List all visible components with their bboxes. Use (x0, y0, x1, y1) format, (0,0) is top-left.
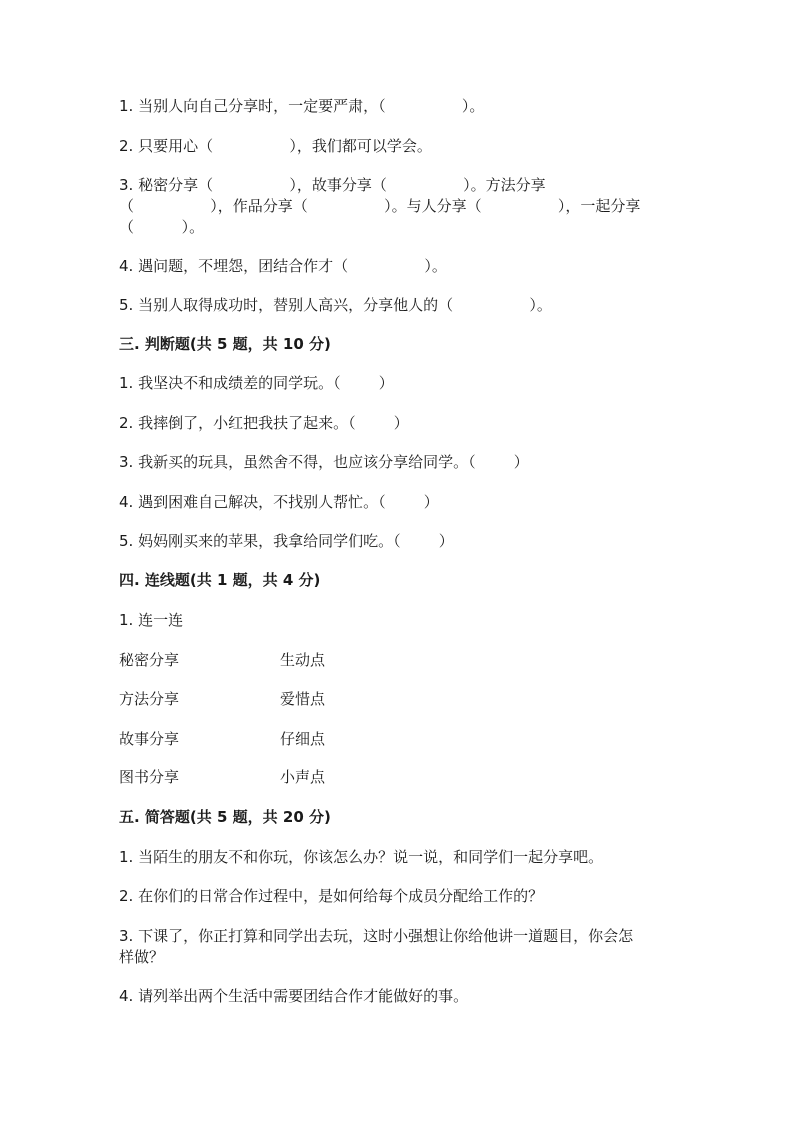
judge-question-3: 3. 我新买的玩具，虽然舍不得，也应该分享给同学。（ ） (119, 453, 529, 471)
matching-left-item: 秘密分享 (119, 651, 180, 669)
short-answer-section-heading: 五. 简答题(共 5 题，共 20 分) (119, 808, 331, 826)
matching-question-1: 1. 连一连 (119, 611, 184, 629)
short-answer-question-1: 1. 当陌生的朋友不和你玩，你该怎么办？说一说，和同学们一起分享吧。 (119, 848, 604, 866)
fill-blank-question-3-line-3: （ ）。 (119, 218, 205, 236)
fill-blank-question-2: 2. 只要用心（ ），我们都可以学会。 (119, 137, 432, 155)
fill-blank-question-1: 1. 当别人向自己分享时，一定要严肃，（ ）。 (119, 97, 485, 115)
judge-section-heading: 三. 判断题(共 5 题，共 10 分) (119, 335, 331, 353)
fill-blank-question-3-line-2: （ ），作品分享（ ）。与人分享（ ），一起分享 (119, 197, 641, 215)
matching-left-item: 图书分享 (119, 768, 180, 786)
fill-blank-question-4: 4. 遇问题，不埋怨，团结合作才（ ）。 (119, 257, 447, 275)
judge-question-1: 1. 我坚决不和成绩差的同学玩。（ ） (119, 374, 394, 392)
matching-left-item: 故事分享 (119, 730, 180, 748)
judge-question-2: 2. 我摔倒了，小红把我扶了起来。（ ） (119, 414, 409, 432)
matching-right-item: 爱惜点 (280, 690, 326, 708)
matching-right-item: 仔细点 (280, 730, 326, 748)
matching-section-heading: 四. 连线题(共 1 题，共 4 分) (119, 571, 321, 589)
short-answer-question-3-line-2: 样做？ (119, 948, 165, 966)
short-answer-question-2: 2. 在你们的日常合作过程中，是如何给每个成员分配给工作的？ (119, 887, 544, 905)
matching-right-item: 生动点 (280, 651, 326, 669)
short-answer-question-4: 4. 请列举出两个生活中需要团结合作才能做好的事。 (119, 987, 469, 1005)
fill-blank-question-3-line-1: 3. 秘密分享（ ），故事分享（ ）。方法分享 (119, 176, 546, 194)
judge-question-5: 5. 妈妈刚买来的苹果，我拿给同学们吃。（ ） (119, 532, 454, 550)
judge-question-4: 4. 遇到困难自己解决，不找别人帮忙。（ ） (119, 493, 439, 511)
short-answer-question-3-line-1: 3. 下课了，你正打算和同学出去玩，这时小强想让你给他讲一道题目，你会怎 (119, 927, 634, 945)
fill-blank-question-5: 5. 当别人取得成功时，替别人高兴，分享他人的（ ）。 (119, 296, 552, 314)
matching-right-item: 小声点 (280, 768, 326, 786)
matching-left-item: 方法分享 (119, 690, 180, 708)
